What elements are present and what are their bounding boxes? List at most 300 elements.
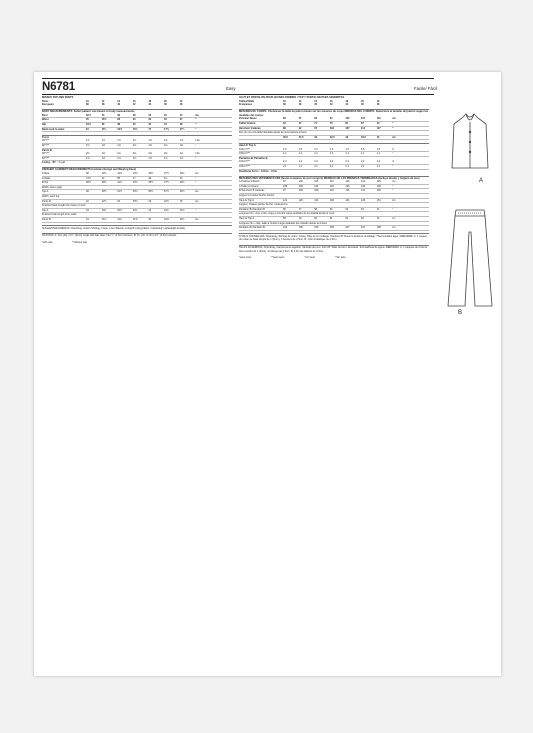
size-value: 44 <box>345 103 349 107</box>
cell-value: 25 <box>179 199 183 203</box>
row-label: 60"*/** <box>42 143 50 147</box>
cell-value: 109 <box>298 184 303 188</box>
row-label: Sizes <box>42 99 49 103</box>
cell-value: 1⅛ <box>148 143 152 147</box>
unit-label: " <box>392 152 394 156</box>
cell-value: 49½ <box>179 172 185 175</box>
row-label: Top A <box>42 190 49 194</box>
size-value: 40 <box>314 103 317 107</box>
size-value: 38 <box>101 103 105 107</box>
lining-line: Lining - 45" - ½ yd. <box>42 161 66 165</box>
cell-value: 62 <box>345 216 349 220</box>
unit-label: Yds. <box>195 152 201 156</box>
cell-value: 17¼ <box>179 127 185 131</box>
cell-value: 34 <box>101 113 105 117</box>
cell-value: 110 <box>329 189 334 193</box>
row-label: Pants B <box>42 199 51 203</box>
cell-value: 1⅝ <box>163 139 168 143</box>
cell-value: 151 <box>376 198 381 202</box>
row-label: 60"*/** <box>42 156 50 160</box>
unit-label: " <box>392 126 394 130</box>
cell-value: 1,1 <box>360 152 365 156</box>
cell-value: 45½ <box>148 181 154 185</box>
unit-label: ins. <box>195 190 200 194</box>
size-value: 14 <box>117 99 120 103</box>
row-label: Width, lower edge <box>42 185 63 189</box>
cell-value: 105 <box>314 189 319 193</box>
row-label: Pants B <box>42 217 51 221</box>
cell-value: 43 <box>345 135 349 139</box>
cell-value: 56 <box>283 207 286 211</box>
cell-value: 47½ <box>163 181 169 185</box>
cell-value: 41⅛ <box>101 217 107 221</box>
unit-label: m <box>392 160 395 164</box>
cell-value: 106 <box>329 226 334 230</box>
cell-value: 42 <box>314 135 317 139</box>
cell-value: 1,1 <box>314 152 318 156</box>
cell-value: 97 <box>283 189 286 193</box>
size-value: 38 <box>298 103 302 107</box>
cell-value: 126 <box>376 189 381 193</box>
cell-value: 125 <box>345 184 350 188</box>
cell-value: 40,5 <box>283 135 288 139</box>
cell-value: 2,4 <box>376 160 381 164</box>
row-label: Hip <box>42 123 47 127</box>
cell-value: 41¼ <box>117 217 123 221</box>
unit-label: ins. <box>195 172 200 175</box>
cell-value: 1,5 <box>329 147 334 151</box>
unit-label: cm <box>392 198 396 202</box>
size-value: 42 <box>329 103 333 107</box>
cell-value: 126 <box>298 198 303 202</box>
size-value: 42 <box>132 103 136 107</box>
cell-value: 62 <box>376 216 380 220</box>
cell-value: 97 <box>283 180 286 184</box>
cell-value: 1⅛ <box>163 143 168 147</box>
cell-value: 43½ <box>132 181 138 185</box>
cell-value: 49½ <box>101 190 107 194</box>
cell-value: 23½ <box>117 208 123 212</box>
cell-value: 107 <box>345 126 350 130</box>
top-a-yardage <box>239 148 429 157</box>
cell-value: 38 <box>86 172 89 175</box>
cell-value: 1⅝ <box>148 139 152 143</box>
cell-value: 105 <box>314 180 319 184</box>
cell-value: 26½ <box>101 118 107 122</box>
cell-value: 39½ <box>101 172 107 175</box>
cell-value: 45½ <box>148 172 154 175</box>
cell-value: 16¼ <box>101 127 107 131</box>
cell-value: 23¼ <box>101 208 107 212</box>
cell-value: 38 <box>117 123 120 127</box>
pattern-code: N6781 <box>42 81 75 93</box>
cell-value: 117 <box>376 126 381 130</box>
size-value: 36 <box>86 103 89 107</box>
cell-value: 102 <box>345 117 350 121</box>
cell-value: 24½ <box>163 199 169 203</box>
unit-label: cm <box>392 135 396 139</box>
cell-value: 16 <box>86 127 89 131</box>
cell-value: 40 <box>148 113 152 117</box>
section-title: MISSES TOP AND PANTS <box>42 96 74 99</box>
cell-value: 112 <box>360 126 366 130</box>
row-label: A Poitrine/ A Busto <box>239 180 260 184</box>
row-label: Largeur à l'ourlet/ Ancho inferior <box>239 193 275 197</box>
cell-value: 34½ <box>86 123 91 127</box>
cell-value: 59½ <box>179 190 185 194</box>
cell-value: 1,5 <box>376 147 381 151</box>
garment-illustrations <box>444 110 496 320</box>
row-label: Longueur fini - dos, entre nuque à l'ourlet/ Largo acabado de la espalda desde la nuca <box>239 212 335 216</box>
pants-b-yardage <box>239 160 429 169</box>
cell-value: 87 <box>360 122 364 126</box>
difficulty-english: Easy <box>226 86 236 91</box>
pants-b-title: Pantalon B/ Pantalón B <box>239 156 268 160</box>
cell-value: 2,1 <box>360 164 365 168</box>
cell-value: 24½ <box>179 208 185 212</box>
cell-value: 42¼ <box>179 217 185 221</box>
cell-value: 2,4 <box>314 160 318 164</box>
note-with-nap: *with nap <box>42 240 53 244</box>
row-label: Hanches/ Caderas <box>239 126 261 130</box>
size-value: 18 <box>148 99 152 103</box>
cell-value: 41 <box>86 217 89 221</box>
size-value: 12 <box>298 99 302 103</box>
cell-value: 1,5 <box>314 147 318 151</box>
unit-label: " <box>195 208 197 212</box>
cell-value: 1,1 <box>298 152 303 156</box>
cell-value: 116 <box>345 180 350 184</box>
cell-value: 59 <box>298 216 302 220</box>
size-value: 48 <box>179 103 183 107</box>
cell-value: 141 <box>345 198 350 202</box>
row-label: Finished back length from base of neck <box>42 204 86 208</box>
size-value: 16 <box>132 99 136 103</box>
cell-value: 2⅛ <box>148 152 152 156</box>
cell-value: 38 <box>132 113 136 117</box>
cell-value: 100 <box>298 189 303 193</box>
nap-notes <box>42 241 232 245</box>
note-without-nap: **without nap <box>72 240 88 244</box>
cell-value: 22½ <box>101 199 107 203</box>
suggested-fabrics: TISSUS CONSEILLÉS: Chambray, Shirting de coton, Crêpe, Toile de lin mélangé. Doublure B Tissus à doublure. Entoilage: Thermocollant léger. MERCERIE: A: 1 paquet de ruban de biais simple de 1 (6mm), 4 boutons de 2,5cm. B: 1,6m d'élastique de 2,5cm. <box>239 233 429 242</box>
unit-label: " <box>195 176 197 180</box>
notions: TELAS SUGERIDAS: Chambray, Camisería de algodón, Mezclas de Lino. Forro B: Telas de forro. Entretela: Termoadherente ligera. MERCERÍA: A: 1 paquete de cinta de bies sencillo de 1 (6mm), 4 botones de 2,5cm. B: 1,6m de elástico de 2,5cm. <box>239 246 428 253</box>
difficulty-french: Facile/ Fácil <box>414 86 437 91</box>
cell-value: 42 <box>148 217 152 221</box>
note-with-nap: *avec sens <box>239 256 252 260</box>
cell-value: 107 <box>345 226 350 230</box>
cell-value: 43½ <box>132 172 138 175</box>
cell-value: 30 <box>132 118 136 122</box>
cell-value: 49½ <box>179 181 185 185</box>
cell-value: 85 <box>117 176 120 180</box>
finished-measurements-table <box>42 172 232 223</box>
finished-measurements-title: FINISHED GARMENT MEASUREMENTS (includes Design and Wearing Ease) <box>42 167 232 172</box>
unit-label: " <box>392 122 394 126</box>
cell-value: 2,4 <box>345 160 349 164</box>
cell-value: 1,1 <box>283 152 287 156</box>
row-label: Waist <box>42 118 49 122</box>
cell-value: 44 <box>376 135 380 139</box>
finished-measurements-title: MESURES DES VÊTEMENTS FINI (Aisoll et aisance de port compris) MEDIDAS DE LAS PRENDAS TERMINADAS (Incluye diseño y holgura de uso) <box>239 176 429 181</box>
cell-value: 1,5 <box>360 147 365 151</box>
unit-label: " <box>392 207 394 211</box>
cell-value: 23¾ <box>132 208 138 212</box>
unit-label: ins. <box>195 217 200 221</box>
cell-value: 107 <box>360 117 366 121</box>
row-label: 150cm*/** <box>239 164 251 168</box>
cell-value: 105 <box>283 184 288 188</box>
cell-value: 44 <box>163 123 167 127</box>
row-label: 45"*/** <box>42 152 50 156</box>
cell-value: 2⅛ <box>179 152 184 156</box>
unit-label: " <box>392 184 394 188</box>
cell-value: 24 <box>148 199 152 203</box>
row-label <box>239 136 283 140</box>
cell-value: 32½ <box>86 113 91 117</box>
size-value: 20 <box>163 99 167 103</box>
cell-value: 24¼ <box>163 208 169 212</box>
cell-value: 130 <box>360 184 366 188</box>
cell-value: 28 <box>117 118 120 122</box>
cell-value: 2,1 <box>376 164 381 168</box>
cell-value: 1⅛ <box>132 143 137 147</box>
cell-value: 23 <box>117 199 120 203</box>
notions: NOTIONS: A: One pkg. of ¼" (6mm) single fold bias tape, four ¾" (2.5cm) buttons. B: 1¾ yds. (1.6m) of 1" (2.5cm) elastic. <box>42 233 232 238</box>
cell-value: 94 <box>376 122 380 126</box>
view-a-label: A <box>479 178 484 184</box>
row-label: 45"*/** <box>42 139 50 143</box>
cell-value: 2,4 <box>360 160 365 164</box>
row-values <box>86 103 195 107</box>
european-row <box>239 103 429 107</box>
size-value: 22 <box>376 99 380 103</box>
cell-value: 49 <box>148 176 152 180</box>
table-row <box>239 136 429 141</box>
cell-value: 116 <box>345 189 350 193</box>
table-row <box>239 226 429 231</box>
cell-value: 46 <box>179 123 183 127</box>
pants-b-drawing <box>448 210 492 306</box>
cell-value: 126 <box>376 180 381 184</box>
size-value: 22 <box>179 99 183 103</box>
row-label: Dos du cou à la taille/ Espalda desde la nuca hasta la cintura <box>239 131 307 135</box>
size-value: 36 <box>283 103 286 107</box>
cell-value: 17⅛ <box>163 127 169 131</box>
cell-value: 105 <box>314 226 319 230</box>
cell-value: 47 <box>132 176 136 180</box>
cell-value: 16¾ <box>132 127 138 131</box>
french-spanish-column <box>239 96 429 260</box>
view-b-label: B <box>458 310 463 316</box>
cell-value: 1⅝ <box>148 156 152 160</box>
header-rule-bottom <box>42 94 434 95</box>
cell-value: 1,5 <box>345 147 349 151</box>
cell-value: 42⅛ <box>163 217 169 221</box>
cell-value: 2⅛ <box>117 152 121 156</box>
cell-value: 120 <box>329 184 334 188</box>
cell-value: 41½ <box>117 172 123 175</box>
row-label: Finished side length from waist <box>42 213 77 217</box>
top-a-yardage <box>42 139 232 148</box>
cell-value: 1⅝ <box>179 156 184 160</box>
cell-value: 48 <box>86 190 89 194</box>
row-label: Top A <box>42 208 49 212</box>
cell-value: 53½ <box>132 190 138 194</box>
top-a-title: Haut A/ Top A <box>239 143 429 148</box>
cell-value: 1⅝ <box>86 139 90 143</box>
cell-value: 100 <box>298 180 303 184</box>
cell-value: 25 <box>86 118 89 122</box>
unit-label: " <box>392 164 394 168</box>
row-label: Poitrine/ Busto <box>239 117 257 121</box>
pants-b-yardage <box>42 152 232 161</box>
cell-value: 43,5 <box>360 135 366 139</box>
cell-value: 41⅜ <box>132 217 138 221</box>
cell-value: 44 <box>179 113 183 117</box>
cell-value: 24 <box>148 208 152 212</box>
top-a-title: Top A <box>42 135 232 140</box>
cell-value: 1⅝ <box>132 139 137 143</box>
cell-value: 1⅛ <box>101 143 106 147</box>
cell-value: 40 <box>132 123 136 127</box>
row-label: Bust <box>42 113 48 117</box>
note-without-nap: **sans sens <box>271 256 285 260</box>
cell-value: 47½ <box>163 172 169 175</box>
size-value: 46 <box>163 103 167 107</box>
cell-value: 1⅝ <box>163 156 168 160</box>
cell-value: 55½ <box>148 190 154 194</box>
row-label: B Hanches/ B Caderas <box>239 189 265 193</box>
table-row <box>42 218 232 223</box>
cell-value: 112 <box>376 117 381 121</box>
cell-value: 23½ <box>132 199 138 203</box>
finished-measurements-table <box>239 180 429 231</box>
row-label: Françaises <box>239 103 253 107</box>
cell-value: 110 <box>329 180 334 184</box>
cell-value: 107 <box>360 226 366 230</box>
row-label: Longueur fini - côté, taille à l'ourlet/ Largo acabado del costado desde la cintura <box>239 221 327 225</box>
cell-value: 67 <box>298 122 302 126</box>
top-a-drawing <box>452 114 488 168</box>
cell-value: 102 <box>329 126 334 130</box>
row-label: A Bust <box>42 172 50 175</box>
english-column <box>42 96 232 245</box>
row-label: A Waist <box>42 176 51 180</box>
cell-value: 2⅛ <box>132 152 137 156</box>
size-value: 10 <box>86 99 89 103</box>
cell-value: 61 <box>329 216 333 220</box>
row-label: Haut A/ Top A <box>239 198 255 202</box>
cell-value: 2⅛ <box>163 152 168 156</box>
cell-value: 57 <box>298 207 302 211</box>
cell-value: 58 <box>314 207 317 211</box>
section-title: HAUT ET PANTALON POUR JEUNES FEMMES / TOP Y PANTALÓN PARA SEÑORITAS <box>239 96 345 99</box>
cell-value: 1⅝ <box>117 156 121 160</box>
row-label: B Hip <box>42 181 49 185</box>
cell-value: 42,5 <box>329 135 335 139</box>
unit-label: " <box>195 127 197 131</box>
cell-value: 64 <box>283 122 286 126</box>
cell-value: 1⅝ <box>179 139 184 143</box>
cell-value: 1⅝ <box>101 139 106 143</box>
cell-value: 76 <box>329 122 333 126</box>
cell-value: 1⅝ <box>101 156 106 160</box>
cell-value: 1,1 <box>376 152 381 156</box>
cell-value: 1,1 <box>345 152 349 156</box>
cell-value: 62 <box>360 216 364 220</box>
cell-value: 1⅝ <box>117 139 121 143</box>
size-value: 18 <box>345 99 349 103</box>
cell-value: 135 <box>376 184 381 188</box>
row-label: 115cm*/** <box>239 147 250 151</box>
size-value: 40 <box>117 103 120 107</box>
cell-value: 1⅝ <box>86 156 90 160</box>
cell-value: 2,4 <box>329 160 334 164</box>
suggested-fabrics: SUGGESTED FABRICS: Chambray, Cotton Shirting, Crepe, Linen Blends. Lining B Lining Fabric. Interfacing: Lightweight Fusible. <box>42 225 232 230</box>
unit-label: " <box>195 156 197 160</box>
body-measurements-table <box>239 117 429 140</box>
size-value: 48 <box>376 103 380 107</box>
size-value: 20 <box>360 99 364 103</box>
cell-value: 1,1 <box>329 152 334 156</box>
body-measurements-table <box>42 114 232 132</box>
cell-value: 121 <box>360 189 366 193</box>
cell-value: 39½ <box>101 181 107 185</box>
row-label: 115cm*/** <box>239 160 250 164</box>
cell-value: 34 <box>163 118 167 122</box>
pants-b-title: Pants B <box>42 148 52 152</box>
cell-value: 42 <box>163 113 167 117</box>
cell-value: 2⅛ <box>86 152 90 156</box>
cell-value: 108 <box>376 226 381 230</box>
cell-value: 2,1 <box>329 164 334 168</box>
size-value: 12 <box>101 99 105 103</box>
row-label: Largeur, chaque jambe/ Ancho, cada pierna <box>239 203 288 207</box>
unit-label: ins. <box>195 199 200 203</box>
cell-value: 58 <box>283 216 286 220</box>
unit-label: cm <box>392 180 396 184</box>
cell-value: 97 <box>329 117 333 121</box>
pattern-sheet <box>34 72 501 676</box>
unit-label: cm <box>392 117 396 121</box>
body-measurements-title: BODY MEASUREMENTS: Select pattern size based on body measurements <box>42 109 232 114</box>
unit-label: " <box>392 189 394 193</box>
cell-value: 1,5 <box>298 147 303 151</box>
cell-value: 41,5 <box>298 135 304 139</box>
cell-value: 41½ <box>86 176 91 180</box>
size-value: 44 <box>148 103 152 107</box>
cell-value: 1⅛ <box>179 143 184 147</box>
row-label: Pantalon B/ Pantalón B <box>239 207 265 211</box>
cell-value: 42 <box>148 123 152 127</box>
size-value: 10 <box>283 99 286 103</box>
unit-label: cm <box>392 216 396 220</box>
cell-value: 17 <box>148 127 152 131</box>
note-without-pile: **sin pelo <box>334 256 346 260</box>
header-rule <box>42 78 434 79</box>
size-value: 46 <box>360 103 364 107</box>
cell-value: 136 <box>329 198 334 202</box>
row-label: Pantalon B/ Pantalón B <box>239 226 265 230</box>
cell-value: 36 <box>101 123 105 127</box>
cell-value: 62 <box>360 207 364 211</box>
cell-value: 64 <box>376 207 380 211</box>
european-row <box>42 103 232 107</box>
unit-label: " <box>195 118 197 122</box>
nap-notes <box>239 256 429 260</box>
